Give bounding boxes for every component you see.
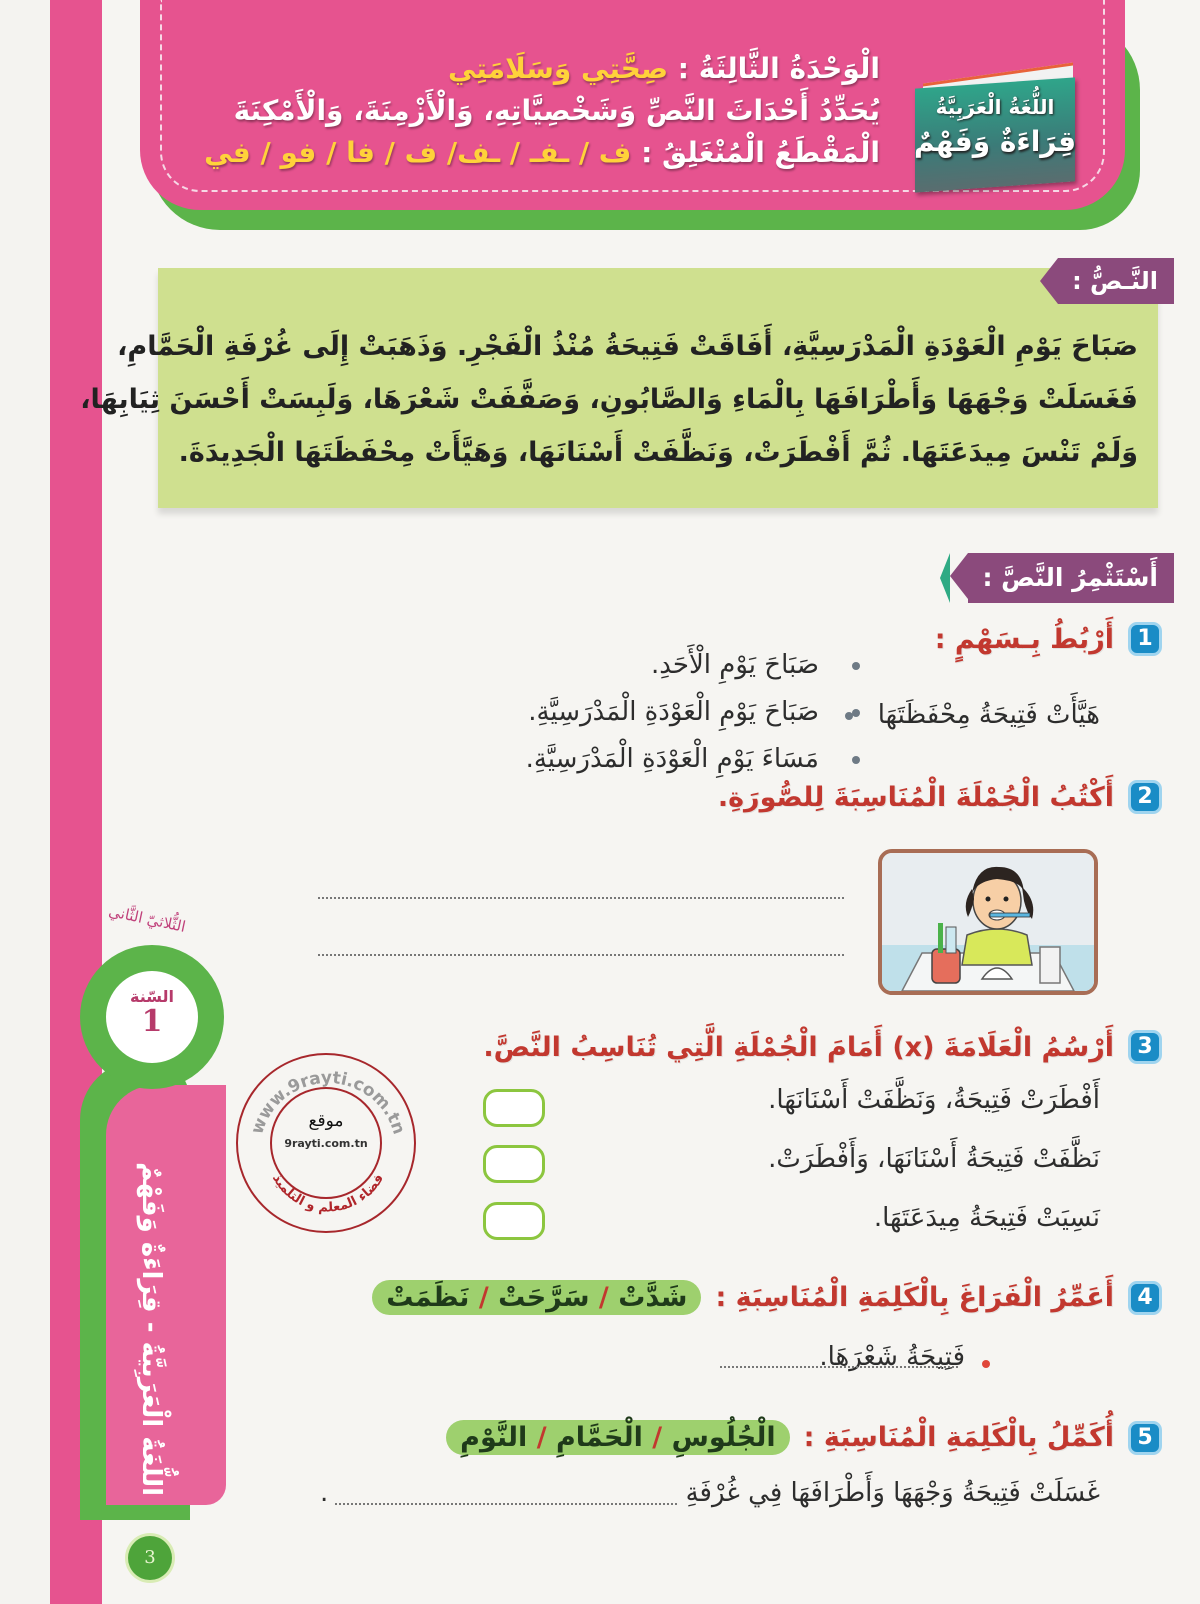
match-left-text: هَيَّأَتْ فَتِيحَةُ مِحْفَظَتَهَا — [877, 700, 1100, 730]
question-5-header — [446, 1420, 1162, 1455]
word-option: الْحَمَّامِ — [555, 1422, 643, 1453]
text-tag: النَّـصُّ : — [1058, 258, 1174, 304]
girl-brushing-teeth-image — [878, 849, 1098, 995]
fill-sentence: غَسَلَتْ فَتِيحَةُ وَجْهَهَا وَأَطْرَافَهَا فِي غُرْفَةِ — [685, 1478, 1100, 1508]
word-separator: / — [652, 1422, 663, 1453]
choice-option: أَفْطَرَتْ فَتِيحَةُ، وَنَظَّفَتْ أَسْنَانَهَا. — [768, 1085, 1100, 1115]
question-3-header — [483, 1030, 1162, 1064]
bullet-dot — [852, 662, 860, 670]
bullet-dot — [852, 756, 860, 764]
side-title-panel — [106, 1085, 226, 1505]
side-vertical-title: اللُّغَةُ الْعَرَبِيَّةُ - قِرَاءَةٌ وَفَهْمٌ — [136, 1162, 166, 1496]
syllables: ف / ـفـ / ـف/ ف / فا / فو / في — [204, 136, 632, 169]
question-5-title: أُكَمِّلُ بِالْكَلِمَةِ الْمُنَاسِبَةِ : — [803, 1422, 1114, 1453]
book-title-subject: اللُّغَةُ الْعَرَبِيَّةُ — [935, 95, 1055, 119]
fill-blank[interactable] — [335, 1503, 677, 1505]
match-right-text: مَسَاءَ يَوْمِ الْعَوْدَةِ الْمَدْرَسِيَّةِ. — [525, 744, 819, 774]
word-option: النَّوْمِ — [460, 1422, 528, 1453]
fill-sentence: فَتِيحَةُ شَعْرَهَا. — [819, 1342, 965, 1372]
question-number-badge: 4 — [1128, 1281, 1162, 1315]
year-ring — [80, 945, 224, 1089]
page-margin — [0, 0, 50, 1604]
answer-checkbox[interactable] — [483, 1202, 545, 1240]
question-number-badge: 5 — [1128, 1421, 1162, 1455]
unit-label: الْوَحْدَةُ الثَّالِثَةُ : — [677, 52, 880, 85]
word-option: شَدَّتْ — [618, 1282, 688, 1313]
match-right-item[interactable] — [526, 744, 860, 774]
passage-line: صَبَاحَ يَوْمِ الْعَوْدَةِ الْمَدْرَسِيَّةِ، أَفَاقَتْ فَتِيحَةُ مُنْذُ الْفَجْرِ. وَذَهَبَتْ إِلَى غُرْفَةِ الْحَمَّامِ، — [117, 331, 1138, 362]
trimester-label: الثُّلاثيّ الثَّاني — [106, 902, 188, 936]
word-bank — [372, 1280, 701, 1315]
word-bank — [446, 1420, 789, 1455]
match-right-item[interactable] — [651, 650, 860, 680]
match-right-text: صَبَاحَ يَوْمِ الْعَوْدَةِ الْمَدْرَسِيَّةِ. — [528, 697, 819, 727]
match-left-item[interactable] — [845, 700, 1100, 730]
word-option: نَظَمَتْ — [386, 1282, 470, 1313]
word-separator: / — [598, 1282, 609, 1313]
word-separator: / — [536, 1422, 547, 1453]
question-4-title: أَعَمِّرُ الْفَرَاغَ بِالْكَلِمَةِ الْمُنَاسِبَةِ : — [715, 1282, 1114, 1313]
question-3-title: أَرْسُمُ الْعَلَامَةَ (x) أَمَامَ الْجُمْلَةِ الَّتِي تُنَاسِبُ النَّصَّ. — [483, 1031, 1114, 1063]
word-option: الْجُلُوسِ — [671, 1422, 776, 1453]
question-2-title: أَكْتُبُ الْجُمْلَةَ الْمُنَاسِبَةَ لِلصُّورَةِ. — [717, 781, 1114, 813]
word-option: سَرَّحَتْ — [498, 1282, 590, 1313]
exploit-tag: أَسْتَثْمِرُ النَّصَّ : — [968, 553, 1174, 603]
book-logo — [905, 65, 1085, 185]
fill-blank[interactable] — [720, 1366, 958, 1368]
bullet-dot — [845, 712, 853, 720]
answer-checkbox[interactable] — [483, 1089, 545, 1127]
match-right-text: صَبَاحَ يَوْمِ الْأَحَدِ. — [650, 650, 819, 680]
svg-text:www.9rayti.com.tn: www.9rayti.com.tn — [247, 1067, 409, 1137]
year-badge — [106, 971, 198, 1063]
page-number: 3 — [128, 1536, 172, 1580]
passage — [80, 320, 1138, 479]
illustration — [882, 853, 1094, 991]
objective: يُحَدِّدُ أَحْدَاثَ النَّصِّ وَشَخْصِيَّاتِهِ، وَالْأَزْمِنَةَ، وَالْأَمْكِنَةَ — [233, 94, 880, 127]
passage-line: فَغَسَلَتْ وَجْهَهَا وَأَطْرَافَهَا بِالْمَاءِ وَالصَّابُونِ، وَصَفَّفَتْ شَعْرَهَا، وَلَبِسَتْ أَحْسَنَ ثِيَابِهَا، — [80, 384, 1138, 415]
question-4-header — [372, 1280, 1162, 1315]
unit-title: صِحَّتِي وَسَلَامَتِي — [447, 52, 669, 85]
book-title-skill: قِرَاءَةٌ وَفَهْمٌ — [913, 125, 1077, 158]
choice-option: نَظَّفَتْ فَتِيحَةُ أَسْنَانَهَا، وَأَفْطَرَتْ. — [768, 1144, 1100, 1174]
question-number-badge: 3 — [1128, 1030, 1162, 1064]
header-text — [204, 48, 880, 174]
question-2-header — [718, 780, 1162, 814]
match-right-item[interactable] — [528, 697, 860, 727]
year-label: السّنة — [129, 987, 174, 1006]
question-1-header — [935, 622, 1162, 656]
passage-line: وَلَمْ تَنْسَ مِيدَعَتَهَا. ثُمَّ أَفْطَرَتْ، وَنَظَّفَتْ أَسْنَانَهَا، وَهَيَّأَتْ مِحْفَظَتَهَا الْجَدِيدَةَ. — [178, 437, 1138, 468]
bullet-dot — [982, 1360, 990, 1368]
question-number-badge: 2 — [1128, 780, 1162, 814]
sentence-end: . — [320, 1478, 329, 1508]
svg-text:فضاء المعلم و التلميذ: فضاء المعلم و التلميذ — [268, 1171, 388, 1216]
stamp-site-arabic: موقع — [308, 1111, 344, 1131]
choice-option: نَسِيَتْ فَتِيحَةُ مِيدَعَتَهَا. — [873, 1203, 1100, 1233]
question-number-badge: 1 — [1128, 622, 1162, 656]
question-1-title: أَرْبُطُ بِـسَهْمٍ : — [934, 623, 1114, 655]
answer-checkbox[interactable] — [483, 1145, 545, 1183]
year-number: 1 — [141, 1004, 163, 1039]
stamp-center — [270, 1087, 382, 1199]
watermark-stamp — [236, 1053, 416, 1233]
word-separator: / — [478, 1282, 489, 1313]
stamp-site: 9rayti.com.tn — [284, 1137, 368, 1150]
syllable-line — [204, 132, 880, 174]
unit-line — [240, 48, 880, 90]
answer-line[interactable] — [318, 954, 844, 956]
answer-line[interactable] — [318, 897, 844, 899]
syllable-label: الْمَقْطَعُ الْمُنْغَلِقُ : — [641, 136, 880, 169]
